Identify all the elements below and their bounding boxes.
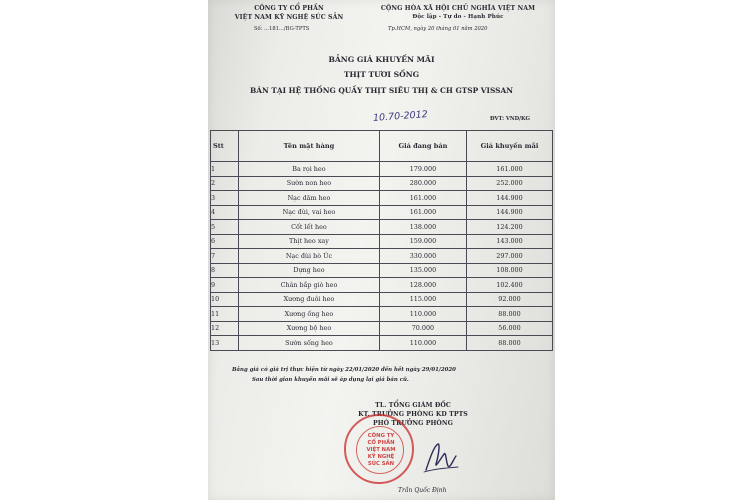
cell-item: Sườn sống heo — [238, 336, 379, 351]
cell-item: Thịt heo xay — [238, 234, 379, 249]
doc-number: Số: ...181.../BG-TPTS — [254, 26, 310, 32]
cell-promo: 56.000 — [466, 321, 552, 336]
table-row — [211, 292, 553, 307]
unit-label: ĐVT: VND/KG — [490, 116, 530, 122]
cell-item: Nạc đùi bò Úc — [238, 249, 379, 264]
document-page — [208, 0, 555, 500]
table-row — [211, 263, 553, 278]
cell-price: 70.000 — [379, 321, 466, 336]
republic-title: CỘNG HÒA XÃ HỘI CHỦ NGHĨA VIỆT NAM — [380, 5, 536, 12]
cell-stt: 7 — [211, 249, 239, 264]
cell-stt: 6 — [211, 234, 239, 249]
cell-promo: 88.000 — [466, 336, 552, 351]
table-row — [211, 278, 553, 293]
cell-promo: 124.200 — [466, 220, 552, 235]
seal-text-2: CỔ PHẦN — [367, 440, 395, 446]
handwritten-note: 10.70-2012 — [372, 109, 429, 124]
cell-price: 115.000 — [379, 292, 466, 307]
cell-promo: 144.900 — [466, 191, 552, 206]
company-seal — [344, 414, 414, 484]
place-date: Tp.HCM, ngày 20 tháng 01 năm 2020 — [388, 26, 488, 32]
cell-item: Sườn non heo — [238, 176, 379, 191]
seal-text-1: CÔNG TY — [367, 433, 395, 439]
table-row — [211, 321, 553, 336]
cell-item: Chân bắp giò heo — [238, 278, 379, 293]
cell-promo: 252.000 — [466, 176, 552, 191]
cell-item: Xương đuôi heo — [238, 292, 379, 307]
signer-name: Trần Quốc Định — [398, 487, 447, 494]
cell-stt: 2 — [211, 176, 239, 191]
cell-price: 135.000 — [379, 263, 466, 278]
cell-promo: 143.000 — [466, 234, 552, 249]
table-header-row — [211, 131, 553, 162]
cell-stt: 13 — [211, 336, 239, 351]
cell-item: Nạc đùi, vai heo — [238, 205, 379, 220]
after-promo-note: Sau thời gian khuyến mãi sẽ áp dụng lại giá bán cũ. — [252, 377, 409, 383]
table-row — [211, 162, 553, 177]
header-stt: Stt — [211, 131, 239, 162]
table-row — [211, 307, 553, 322]
cell-stt: 11 — [211, 307, 239, 322]
cell-stt: 10 — [211, 292, 239, 307]
cell-promo: 297.000 — [466, 249, 552, 264]
cell-promo: 144.900 — [466, 205, 552, 220]
cell-stt: 5 — [211, 220, 239, 235]
cell-item: Xương bộ heo — [238, 321, 379, 336]
company-name-line1: CÔNG TY CỔ PHẦN — [254, 5, 324, 12]
handwritten-signature-icon — [420, 440, 460, 476]
header-item-name: Tên mặt hàng — [238, 131, 379, 162]
cell-promo: 108.000 — [466, 263, 552, 278]
cell-promo: 88.000 — [466, 307, 552, 322]
republic-motto: Độc lập - Tự do - Hạnh Phúc — [412, 14, 504, 20]
cell-price: 110.000 — [379, 336, 466, 351]
doc-title-line3: BÁN TẠI HỆ THỐNG QUẦY THỊT SIÊU THỊ & CH GTSP VISSAN — [250, 86, 513, 95]
cell-price: 330.000 — [379, 249, 466, 264]
cell-item: Xương ống heo — [238, 307, 379, 322]
cell-item: Dựng heo — [238, 263, 379, 278]
cell-price: 280.000 — [379, 176, 466, 191]
cell-stt: 1 — [211, 162, 239, 177]
cell-price: 161.000 — [379, 205, 466, 220]
validity-note: Bảng giá có giá trị thực hiện từ ngày 22/01/2020 đến hết ngày 29/01/2020 — [232, 367, 456, 373]
cell-stt: 9 — [211, 278, 239, 293]
cell-price: 128.000 — [379, 278, 466, 293]
cell-stt: 12 — [211, 321, 239, 336]
cell-stt: 8 — [211, 263, 239, 278]
cell-stt: 4 — [211, 205, 239, 220]
table-row — [211, 205, 553, 220]
table-row — [211, 249, 553, 264]
signature-line1: TL. TỔNG GIÁM ĐỐC — [375, 402, 451, 409]
seal-text-3: VIỆT NAM — [366, 447, 396, 453]
cell-item: Nạc dăm heo — [238, 191, 379, 206]
cell-price: 110.000 — [379, 307, 466, 322]
signature-line2: KT. TRƯỞNG PHÒNG KD TPTS — [358, 411, 468, 418]
doc-title-line2: THỊT TƯƠI SỐNG — [343, 70, 420, 79]
header-promo-price: Giá khuyến mãi — [466, 131, 552, 162]
price-table — [210, 130, 553, 351]
cell-promo: 161.000 — [466, 162, 552, 177]
cell-price: 179.000 — [379, 162, 466, 177]
cell-promo: 92.000 — [466, 292, 552, 307]
cell-stt: 3 — [211, 191, 239, 206]
company-name-line2: VIỆT NAM KỸ NGHỆ SÚC SẢN — [234, 14, 344, 21]
table-row — [211, 191, 553, 206]
cell-price: 161.000 — [379, 191, 466, 206]
table-row — [211, 220, 553, 235]
header-current-price: Giá đang bán — [379, 131, 466, 162]
table-row — [211, 336, 553, 351]
seal-text-5: SÚC SẢN — [367, 461, 395, 467]
seal-text-4: KỸ NGHỆ — [367, 454, 395, 460]
cell-price: 159.000 — [379, 234, 466, 249]
cell-item: Cốt lết heo — [238, 220, 379, 235]
cell-price: 138.000 — [379, 220, 466, 235]
signature-line3: PHÓ TRƯỞNG PHÒNG — [372, 420, 454, 427]
doc-title-line1: BẢNG GIÁ KHUYẾN MÃI — [328, 55, 435, 64]
cell-promo: 102.400 — [466, 278, 552, 293]
table-row — [211, 176, 553, 191]
table-row — [211, 234, 553, 249]
cell-item: Ba rọi heo — [238, 162, 379, 177]
